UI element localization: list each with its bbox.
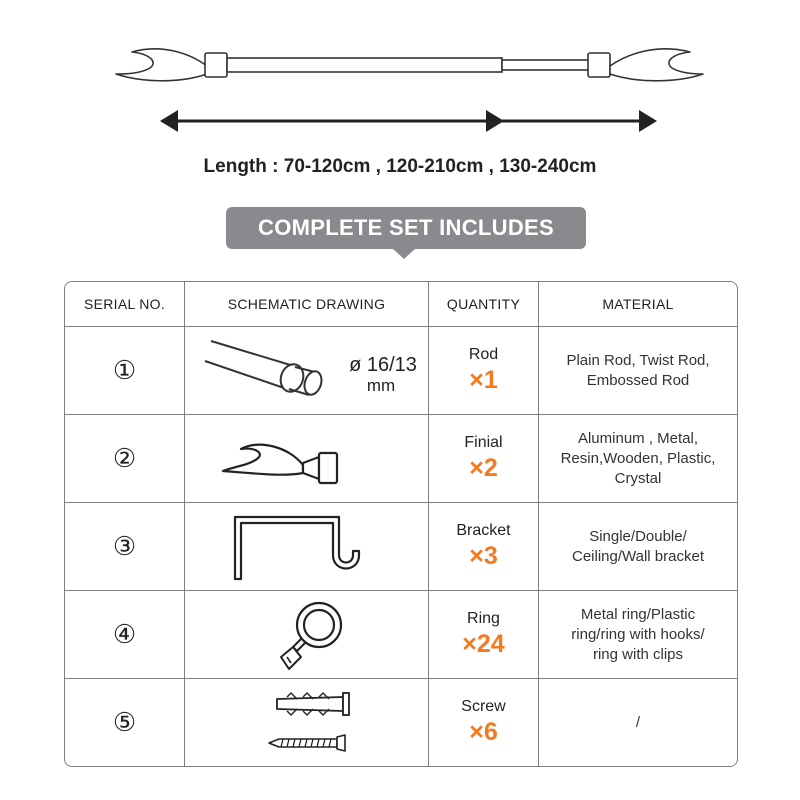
quantity-count: ×6 xyxy=(469,718,498,746)
ring-drawing-icon xyxy=(197,595,417,675)
quantity-name: Rod xyxy=(468,346,499,363)
set-banner: COMPLETE SET INCLUDES xyxy=(226,207,586,249)
material-text: / xyxy=(635,713,641,731)
table-row xyxy=(65,503,737,591)
finial-drawing-icon xyxy=(197,419,417,499)
header-drawing: SCHEMATIC DRAWING xyxy=(185,282,429,327)
quantity-name: Finial xyxy=(464,434,503,451)
serial-number: ① xyxy=(112,355,137,385)
material-text: Single/Double/ Ceiling/Wall bracket xyxy=(572,527,704,565)
table-header-row xyxy=(65,282,737,327)
screw-drawing-icon xyxy=(197,683,417,763)
rod-diameter-label: ø 16/13 xyxy=(348,353,417,376)
material-text: Aluminum , Metal, Resin,Wooden, Plastic, Crystal xyxy=(560,429,716,487)
wall-anchor-icon xyxy=(277,693,349,715)
quantity-name: Screw xyxy=(461,698,506,715)
serial-number: ③ xyxy=(112,531,137,561)
rod-unit-label: mm xyxy=(366,375,395,395)
header-quantity: QUANTITY xyxy=(429,282,539,327)
quantity-count: ×3 xyxy=(469,542,498,570)
rod-drawing-icon xyxy=(197,331,417,411)
rod-outer xyxy=(227,58,502,72)
curtain-rod-illustration xyxy=(0,0,800,150)
quantity-count: ×24 xyxy=(462,630,505,658)
serial-number: ② xyxy=(112,443,137,473)
quantity-count: ×1 xyxy=(469,366,498,394)
banner-pointer xyxy=(393,249,415,259)
header-serial: SERIAL NO. xyxy=(65,282,185,327)
material-text: Plain Rod, Twist Rod, Embossed Rod xyxy=(566,351,710,389)
rod-inner xyxy=(502,60,590,70)
arrow-left-head-icon xyxy=(160,110,178,132)
set-contents-table xyxy=(64,281,738,767)
quantity-count: ×2 xyxy=(469,454,498,482)
length-caption: Length : 70-120cm , 120-210cm , 130-240cm xyxy=(203,156,597,177)
left-cap-icon xyxy=(205,53,227,77)
screw-icon xyxy=(269,735,345,751)
arrow-right-head-icon xyxy=(639,110,657,132)
table-row xyxy=(65,327,737,415)
serial-number: ⑤ xyxy=(112,707,137,737)
quantity-name: Bracket xyxy=(456,522,511,539)
right-finial-icon xyxy=(610,49,703,81)
header-material: MATERIAL xyxy=(539,282,737,327)
table-row xyxy=(65,415,737,503)
table-row xyxy=(65,591,737,679)
arrow-mid-head-icon xyxy=(486,110,504,132)
right-cap-icon xyxy=(588,53,610,77)
bracket-drawing-icon xyxy=(197,507,417,587)
quantity-name: Ring xyxy=(467,610,500,627)
material-text: Metal ring/Plastic ring/ring with hooks/ ring with clips xyxy=(571,605,705,663)
table-row xyxy=(65,679,737,766)
serial-number: ④ xyxy=(112,619,137,649)
left-finial-icon xyxy=(116,49,207,81)
